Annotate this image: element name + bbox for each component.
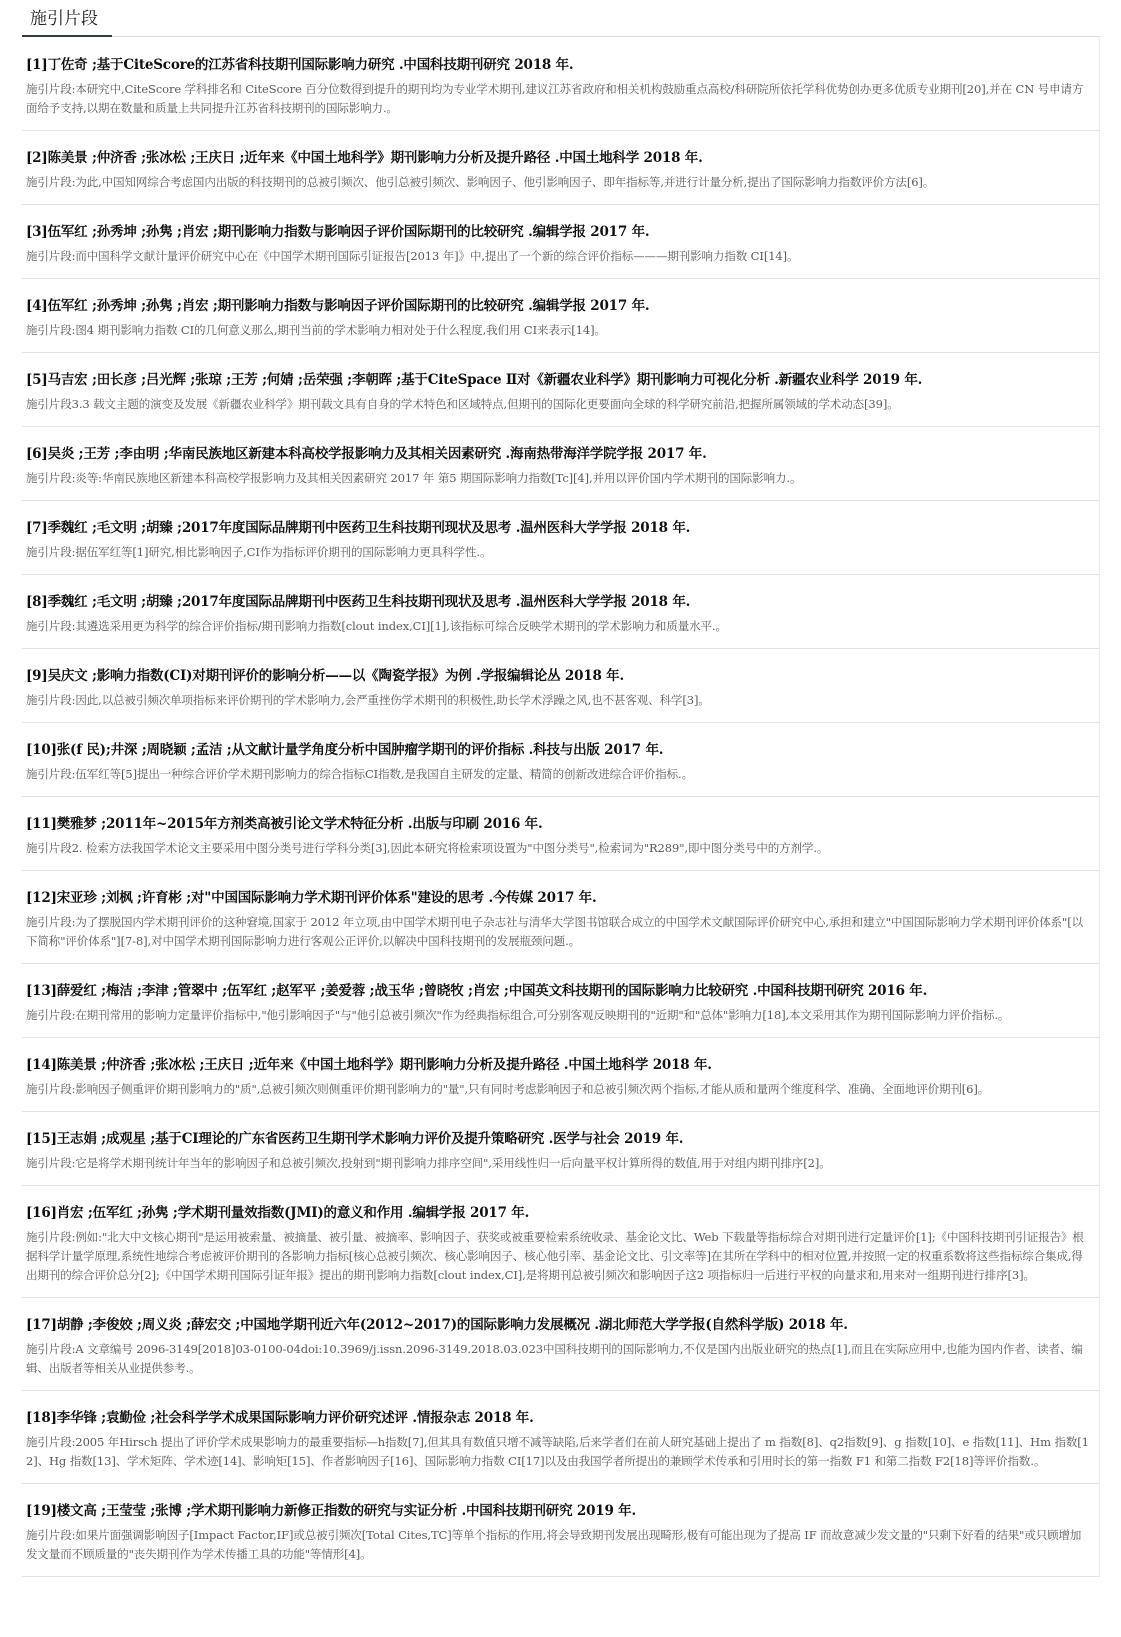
citation-item: [22, 1484, 1100, 1577]
citation-item: [22, 501, 1100, 575]
citation-reference-link[interactable]: [1]丁佐奇 ;基于CiteScore的江苏省科技期刊国际影响力研究 .中国科技期刊研究 2018 年.: [26, 57, 574, 73]
citation-item: [22, 279, 1100, 353]
citation-snippet: 施引片段:本研究中,CiteScore 学科排名和 CiteScore 百分位数得到提升的期刊均为专业学术期刊,建议江苏省政府和相关机构鼓励重点高校/科研院所依托学科优势创办更多优质专业期刊[20],并在 CN 号申请方面给予支持,以期在数量和质量上共同提升江苏省科技期刊的国际影响力.。: [26, 82, 1084, 115]
citation-snippet: 施引片段:图4 期刊影响力指数 CI的几何意义那么,期刊当前的学术影响力相对处于什么程度,我们用 CI来表示[14]。: [26, 323, 606, 337]
citation-snippet: 施引片段2. 检索方法我国学术论文主要采用中图分类号进行学科分类[3],因此本研究将检索项设置为"中图分类号",检索词为"R289",即中图分类号中的方剂学.。: [26, 841, 829, 855]
citation-reference-link[interactable]: [16]肖宏 ;伍军红 ;孙隽 ;学术期刊量效指数(JMI)的意义和作用 .编辑学报 2017 年.: [26, 1205, 530, 1221]
citation-list: [22, 38, 1100, 1577]
citation-snippet: 施引片段:例如:"北大中文核心期刊"是运用被索量、被摘量、被引量、被摘率、影响因子、获奖或被重要检索系统收录、基金论文比、Web 下载量等指标综合对期刊进行定量评价[1];《中国科技期刊引证报告》根据科学计量学原理,系统性地综合考虑被评价期刊的各影响力指标[核心总被引频次、核心影响因子、核心他引率、基金论文比、引文率等]在其所在学科中的相对位置,并按照一定的权重系数将这些指标综合集成,得出期刊的综合评价总分[2];《中国学术期刊国际引证年报》提出的期刊影响力指数[clout index,CI],是将期刊总被引频次和影响因子这2 项指标归一后进行平权的向量求和,用来对一组期刊进行排序[3]。: [26, 1230, 1084, 1282]
section-header: [22, 0, 1100, 37]
citation-reference-link[interactable]: [5]马吉宏 ;田长彦 ;吕光辉 ;张琼 ;王芳 ;何婧 ;岳荣强 ;李朝晖 ;基于CiteSpace Ⅱ对《新疆农业科学》期刊影响力可视化分析 .新疆农业科学 2019 年.: [26, 372, 923, 388]
citation-snippet: 施引片段:而中国科学文献计量评价研究中心在《中国学术期刊国际引证报告[2013 年]》中,提出了一个新的综合评价指标———期刊影响力指数 CI[14]。: [26, 249, 799, 263]
citation-snippet: 施引片段:2005 年Hirsch 提出了评价学术成果影响力的最重要指标—h指数[7],但其具有数值只增不减等缺陷,后来学者们在前人研究基础上提出了 m 指数[8]、q2指数[9]、g 指数[10]、e 指数[11]、Hm 指数[12]、Hg 指数[13]、学术矩阵、学术迹[14]、影响矩[15]、作者影响因子[16]、国际影响力指数 CI[17]以及由我国学者所提出的兼顾学术传承和引用时长的第一指数 F1 和第二指数 F2[18]等评价指数.。: [26, 1435, 1089, 1468]
citation-snippet: 施引片段:其遴选采用更为科学的综合评价指标/期刊影响力指数[clout index,CI][1],该指标可综合反映学术期刊的学术影响力和质量水平.。: [26, 619, 727, 633]
citation-snippet: 施引片段:在期刊常用的影响力定量评价指标中,"他引影响因子"与"他引总被引频次"作为经典指标组合,可分别客观反映期刊的"近期"和"总体"影响力[18],本文采用其作为期刊国际影响力评价指标.。: [26, 1008, 1010, 1022]
citation-reference-link[interactable]: [2]陈美景 ;仲济香 ;张冰松 ;王庆日 ;近年来《中国土地科学》期刊影响力分析及提升路径 .中国土地科学 2018 年.: [26, 150, 703, 166]
citation-reference-link[interactable]: [11]樊雅梦 ;2011年~2015年方剂类高被引论文学术特征分析 .出版与印刷 2016 年.: [26, 816, 543, 832]
citation-snippet: 施引片段:伍军红等[5]提出一种综合评价学术期刊影响力的综合指标CI指数,是我国自主研发的定量、精简的创新改进综合评价指标.。: [26, 767, 694, 781]
citation-snippet: 施引片段:如果片面强调影响因子[Impact Factor,IF]或总被引频次[Total Cites,TC]等单个指标的作用,将会导致期刊发展出现畸形,极有可能出现为了提高 IF 而故意减少发文量的"只剩下好看的结果"或只顾增加发文量而不顾质量的"丧失期刊作为学术传播工具的功能"等情形[4]。: [26, 1528, 1082, 1561]
citation-item: [22, 1038, 1100, 1112]
section-title: 施引片段: [30, 9, 98, 29]
citation-reference-link[interactable]: [4]伍军红 ;孙秀坤 ;孙隽 ;肖宏 ;期刊影响力指数与影响因子评价国际期刊的比较研究 .编辑学报 2017 年.: [26, 298, 650, 314]
citation-reference-link[interactable]: [17]胡静 ;李俊姣 ;周义炎 ;薛宏交 ;中国地学期刊近六年(2012~2017)的国际影响力发展概况 .湖北师范大学学报(自然科学版) 2018 年.: [26, 1317, 848, 1333]
citation-reference-link[interactable]: [6]吴炎 ;王芳 ;李由明 ;华南民族地区新建本科高校学报影响力及其相关因素研究 .海南热带海洋学院学报 2017 年.: [26, 446, 707, 462]
citation-reference-link[interactable]: [19]楼文高 ;王莹莹 ;张博 ;学术期刊影响力新修正指数的研究与实证分析 .中国科技期刊研究 2019 年.: [26, 1503, 636, 1519]
citation-reference-link[interactable]: [10]张(f 民);井深 ;周晓颖 ;孟洁 ;从文献计量学角度分析中国肿瘤学期刊的评价指标 .科技与出版 2017 年.: [26, 742, 664, 758]
citation-reference-link[interactable]: [3]伍军红 ;孙秀坤 ;孙隽 ;肖宏 ;期刊影响力指数与影响因子评价国际期刊的比较研究 .编辑学报 2017 年.: [26, 224, 650, 240]
citation-item: [22, 649, 1100, 723]
citation-item: [22, 1186, 1100, 1298]
citation-reference-link[interactable]: [8]季魏红 ;毛文明 ;胡臻 ;2017年度国际品牌期刊中医药卫生科技期刊现状及思考 .温州医科大学学报 2018 年.: [26, 594, 691, 610]
citation-reference-link[interactable]: [13]薛爱红 ;梅洁 ;李津 ;管翠中 ;伍军红 ;赵军平 ;姜爱蓉 ;战玉华 ;曾晓牧 ;肖宏 ;中国英文科技期刊的国际影响力比较研究 .中国科技期刊研究 2016 年.: [26, 983, 928, 999]
citation-item: [22, 964, 1100, 1038]
title-underline: [22, 35, 112, 37]
citation-item: [22, 353, 1100, 427]
citation-item: [22, 1391, 1100, 1484]
citation-snippet: 施引片段:A 文章编号 2096-3149[2018]03-0100-04doi:10.3969/j.issn.2096-3149.2018.03.023中国科技期刊的国际影响力,不仅是国内出版业研究的热点[1],而且在实际应用中,也能为国内作者、读者、编辑、出版者等相关从业提供参考.。: [26, 1342, 1083, 1375]
citation-reference-link[interactable]: [18]李华锋 ;袁勤俭 ;社会科学学术成果国际影响力评价研究述评 .情报杂志 2018 年.: [26, 1410, 534, 1426]
citation-snippet: 施引片段:因此,以总被引频次单项指标来评价期刊的学术影响力,会严重挫伤学术期刊的积极性,助长学术浮躁之风,也不甚客观、科学[3]。: [26, 693, 710, 707]
citation-reference-link[interactable]: [15]王志娟 ;成观星 ;基于CI理论的广东省医药卫生期刊学术影响力评价及提升策略研究 .医学与社会 2019 年.: [26, 1131, 684, 1147]
citation-snippet: 施引片段:影响因子侧重评价期刊影响力的"质",总被引频次则侧重评价期刊影响力的"量",只有同时考虑影响因子和总被引频次两个指标,才能从质和量两个维度科学、准确、全面地评价期刊[6]。: [26, 1082, 990, 1096]
citation-item: [22, 1112, 1100, 1186]
citation-snippet: 施引片段:为此,中国知网综合考虑国内出版的科技期刊的总被引频次、他引总被引频次、影响因子、他引影响因子、即年指标等,并进行计量分析,提出了国际影响力指数评价方法[6]。: [26, 175, 935, 189]
citation-reference-link[interactable]: [14]陈美景 ;仲济香 ;张冰松 ;王庆日 ;近年来《中国土地科学》期刊影响力分析及提升路径 .中国土地科学 2018 年.: [26, 1057, 712, 1073]
citation-item: [22, 575, 1100, 649]
citation-item: [22, 723, 1100, 797]
citation-snippet: 施引片段:炎等:华南民族地区新建本科高校学报影响力及其相关因素研究 2017 年 第5 期国际影响力指数[Tc][4],并用以评价国内学术期刊的国际影响力.。: [26, 471, 802, 485]
citation-item: [22, 205, 1100, 279]
citation-item: [22, 131, 1100, 205]
citation-snippet: 施引片段:它是将学术期刊统计年当年的影响因子和总被引频次,投射到"期刊影响力排序空间",采用线性归一后向量平权计算所得的数值,用于对组内期刊排序[2]。: [26, 1156, 831, 1170]
citation-item: [22, 871, 1100, 964]
citation-reference-link[interactable]: [7]季魏红 ;毛文明 ;胡臻 ;2017年度国际品牌期刊中医药卫生科技期刊现状及思考 .温州医科大学学报 2018 年.: [26, 520, 691, 536]
citation-snippet: 施引片段3.3 载文主题的演变及发展《新疆农业科学》期刊载文具有自身的学术特色和区域特点,但期刊的国际化更要面向全球的科学研究前沿,把握所属领域的学术动态[39]。: [26, 397, 899, 411]
citation-snippet: 施引片段:据伍军红等[1]研究,相比影响因子,CI作为指标评价期刊的国际影响力更具科学性.。: [26, 545, 492, 559]
citation-item: [22, 427, 1100, 501]
citation-reference-link[interactable]: [9]吴庆文 ;影响力指数(CI)对期刊评价的影响分析——以《陶瓷学报》为例 .学报编辑论丛 2018 年.: [26, 668, 624, 684]
citation-item: [22, 38, 1100, 131]
citation-item: [22, 797, 1100, 871]
citation-reference-link[interactable]: [12]宋亚珍 ;刘枫 ;许育彬 ;对"中国国际影响力学术期刊评价体系"建设的思考 .今传媒 2017 年.: [26, 890, 597, 906]
citation-item: [22, 1298, 1100, 1391]
citation-snippet: 施引片段:为了摆脱国内学术期刊评价的这种窘境,国家于 2012 年立项,由中国学术期刊电子杂志社与清华大学图书馆联合成立的中国学术文献国际评价研究中心,承担和建立"中国国际影响力学术期刊评价体系"[以下简称"评价体系"][7-8],对中国学术期刊国际影响力进行客观公正评价,以解决中国科技期刊的发展瓶颈问题.。: [26, 915, 1083, 948]
